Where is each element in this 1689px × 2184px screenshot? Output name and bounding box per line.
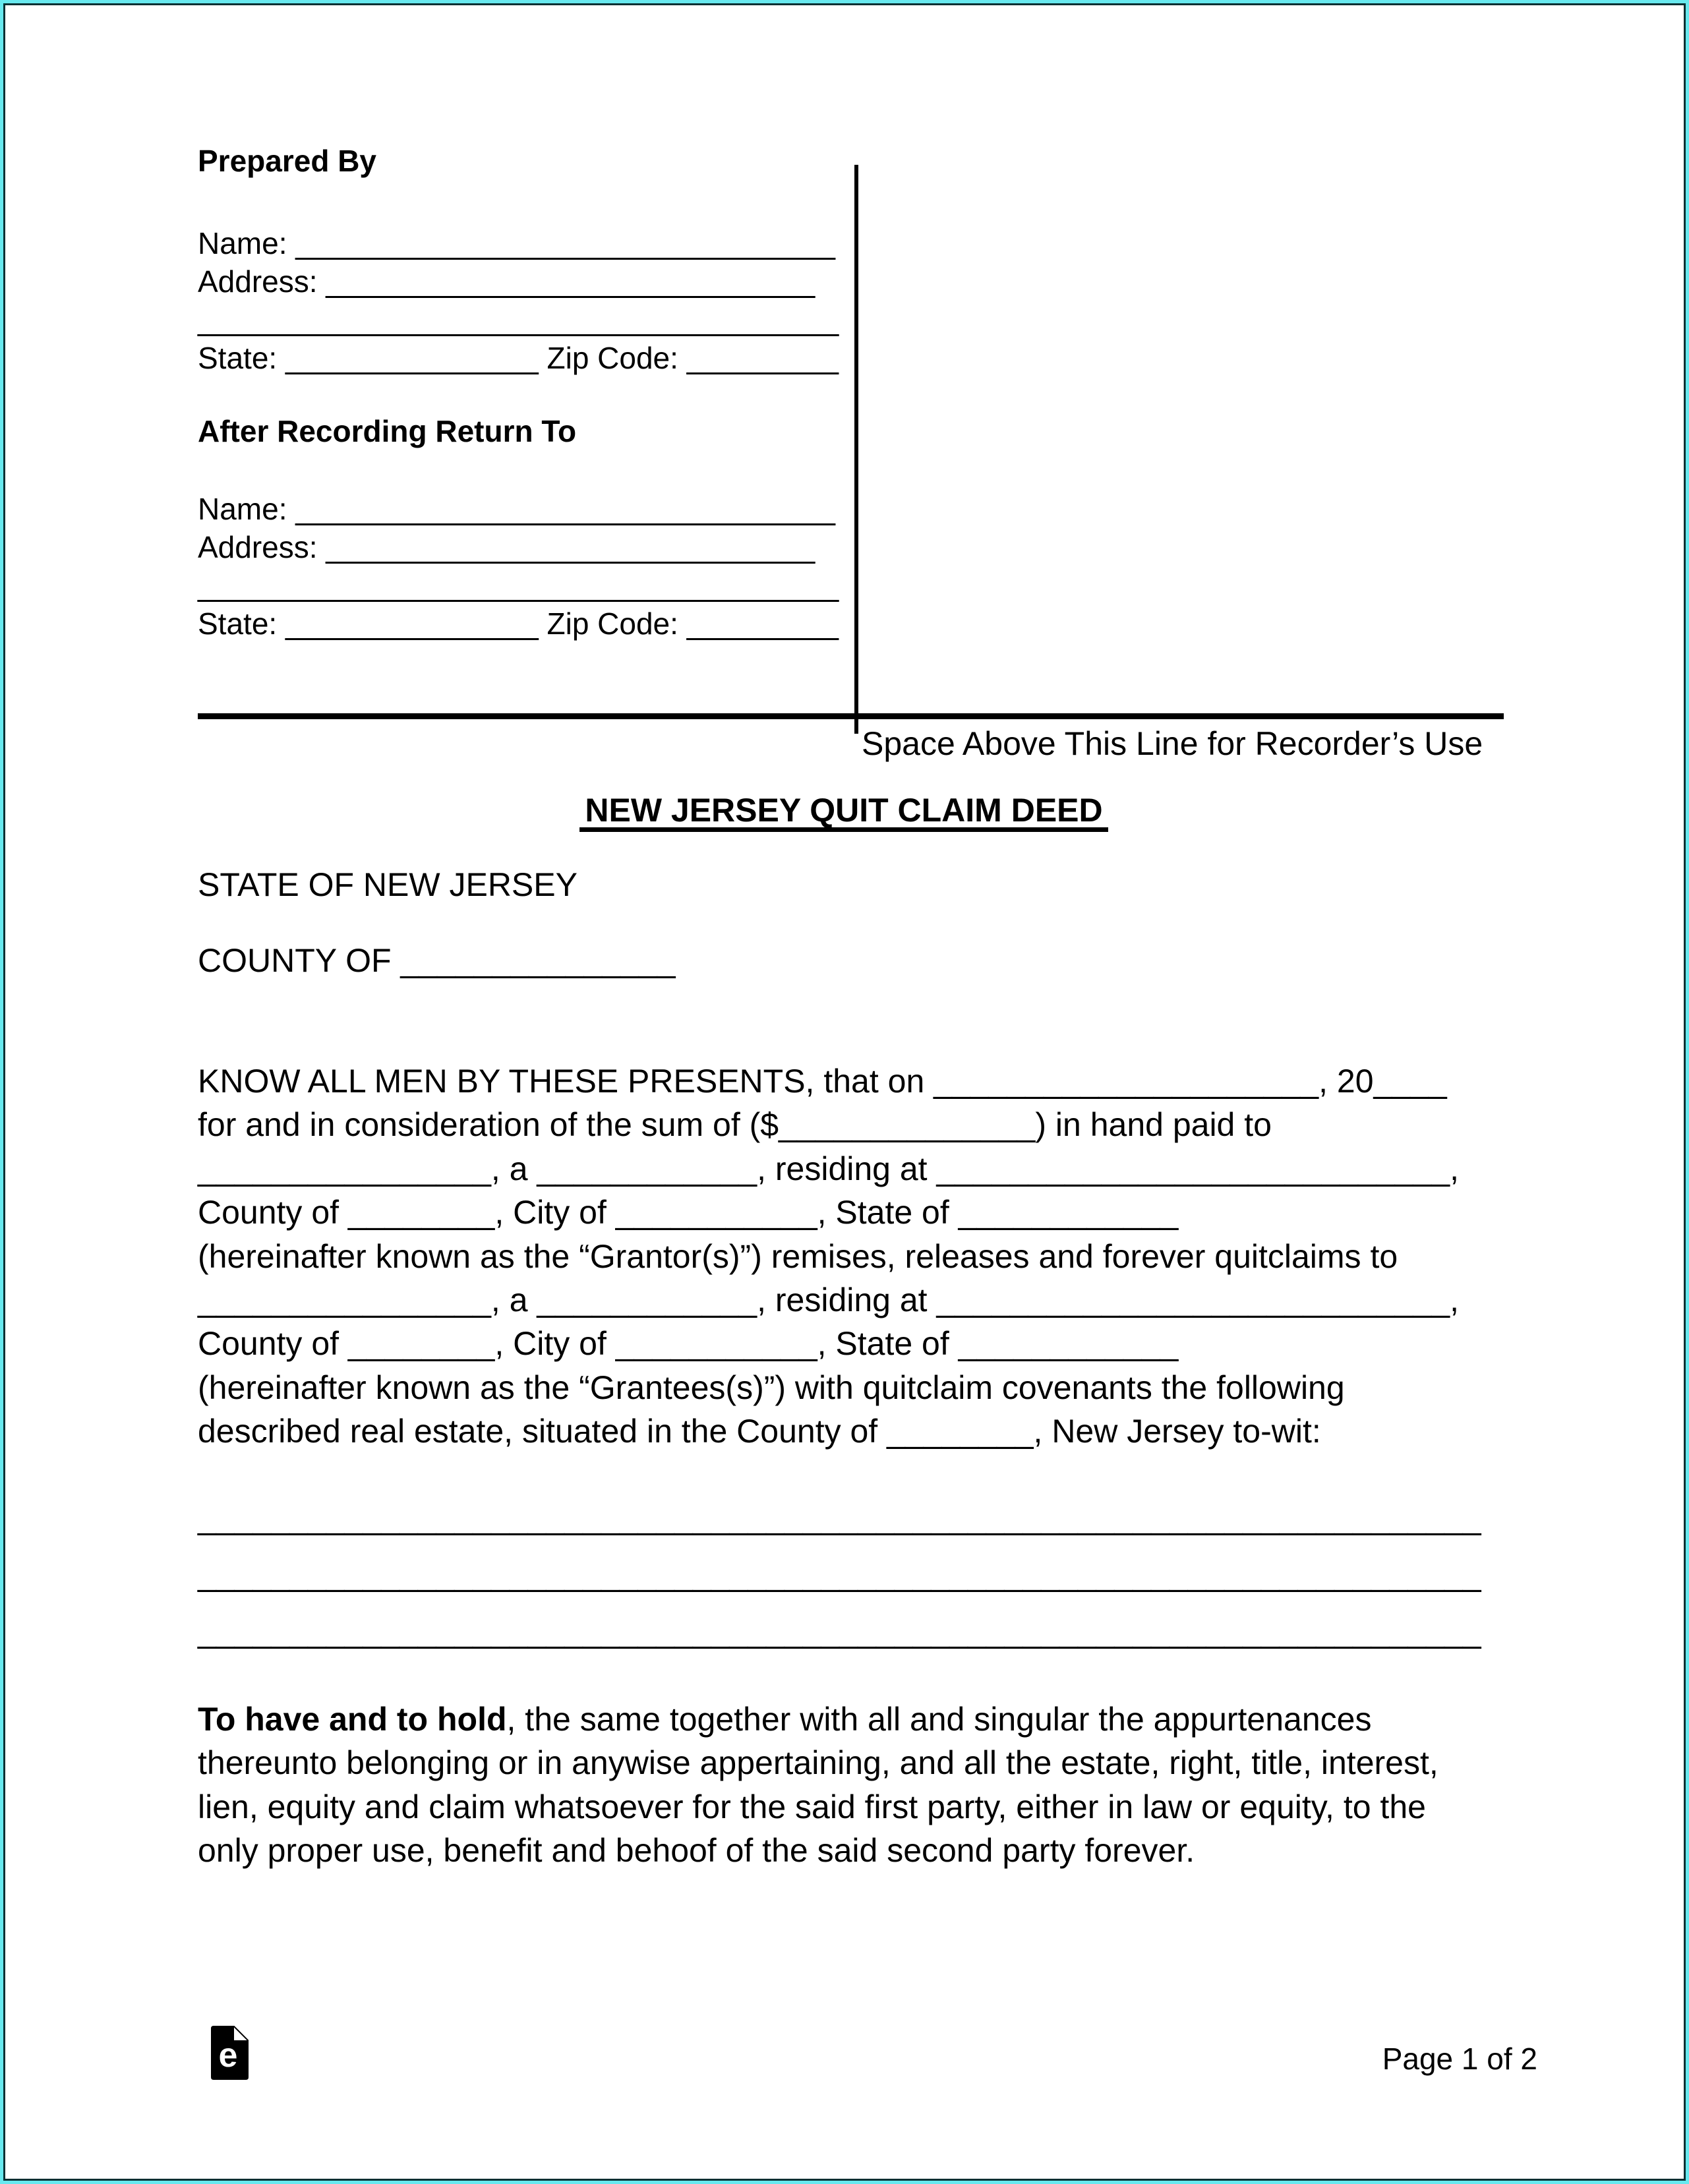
habendum-lead: To have and to hold (198, 1701, 507, 1738)
paragraph-line: thereunto belonging or in anywise appertaining, and all the estate, right, title, interest, (198, 1744, 1438, 1782)
paragraph-line: only proper use, benefit and behoof of the said second party forever. (198, 1832, 1195, 1870)
habendum-paragraph (198, 1697, 1510, 1873)
return-address2-row: ______________________________________ (198, 568, 839, 603)
paragraph-line: KNOW ALL MEN BY THESE PRESENTS, that on _____________________, 20____ (198, 1063, 1447, 1100)
preparer-address-row: Address: _____________________________ (198, 264, 815, 299)
logo-letter: e (218, 2036, 238, 2075)
paragraph-line: described real estate, situated in the County of ________, New Jersey to-wit: (198, 1413, 1321, 1450)
description-blank-line: ______________________________________________________________________ (198, 1499, 1481, 1536)
paragraph-line: County of ________, City of ___________, State of ____________ (198, 1325, 1179, 1363)
description-blank-line: ______________________________________________________________________ (198, 1556, 1481, 1593)
preparer-name-row: Name: ________________________________ (198, 226, 835, 260)
preparer-return-block (198, 142, 839, 643)
state-of-line: STATE OF NEW JERSEY (198, 866, 578, 903)
document-title: NEW JERSEY QUIT CLAIM DEED (579, 793, 1108, 832)
paragraph-line: (hereinafter known as the “Grantees(s)”) with quitclaim covenants the following (198, 1369, 1345, 1406)
preparer-state-zip-row: State: _______________ Zip Code: _________ (198, 341, 839, 375)
eforms-logo-icon (211, 2026, 249, 2080)
vertical-separator-rule (854, 165, 858, 734)
paragraph-line (198, 1697, 1510, 1741)
document-title-wrap (198, 793, 1490, 832)
paragraph-line: for and in consideration of the sum of ($______________) in hand paid to (198, 1106, 1272, 1144)
granting-paragraph (198, 1059, 1510, 1454)
legal-description-blanks (198, 1489, 1481, 1659)
paragraph-line: (hereinafter known as the “Grantor(s)”) remises, releases and forever quitclaims to (198, 1237, 1398, 1275)
county-of-line: COUNTY OF _______________ (198, 942, 676, 979)
paragraph-line: lien, equity and claim whatsoever for the said first party, either in law or equity, to the (198, 1788, 1426, 1825)
prepared-by-heading: Prepared By (198, 144, 377, 178)
return-name-row: Name: ________________________________ (198, 492, 835, 526)
preparer-address2-row: ______________________________________ (198, 303, 839, 337)
page-number: Page 1 of 2 (1382, 2042, 1537, 2076)
return-state-zip-row: State: _______________ Zip Code: _________ (198, 606, 839, 641)
paragraph-line: ________________, a ____________, residing at ____________________________, (198, 1282, 1459, 1319)
paragraph-line: County of ________, City of ___________, State of ____________ (198, 1194, 1179, 1231)
after-recording-heading: After Recording Return To (198, 414, 577, 448)
habendum-lead-rest: , the same together with all and singular the appurtenances (506, 1701, 1372, 1738)
paragraph-line: ________________, a ____________, residing at ____________________________, (198, 1150, 1459, 1187)
recorder-separator-rule (198, 713, 1504, 719)
return-address-row: Address: _____________________________ (198, 530, 815, 564)
description-blank-line: ______________________________________________________________________ (198, 1612, 1481, 1649)
recorder-use-note: Space Above This Line for Recorder’s Use (862, 725, 1483, 762)
